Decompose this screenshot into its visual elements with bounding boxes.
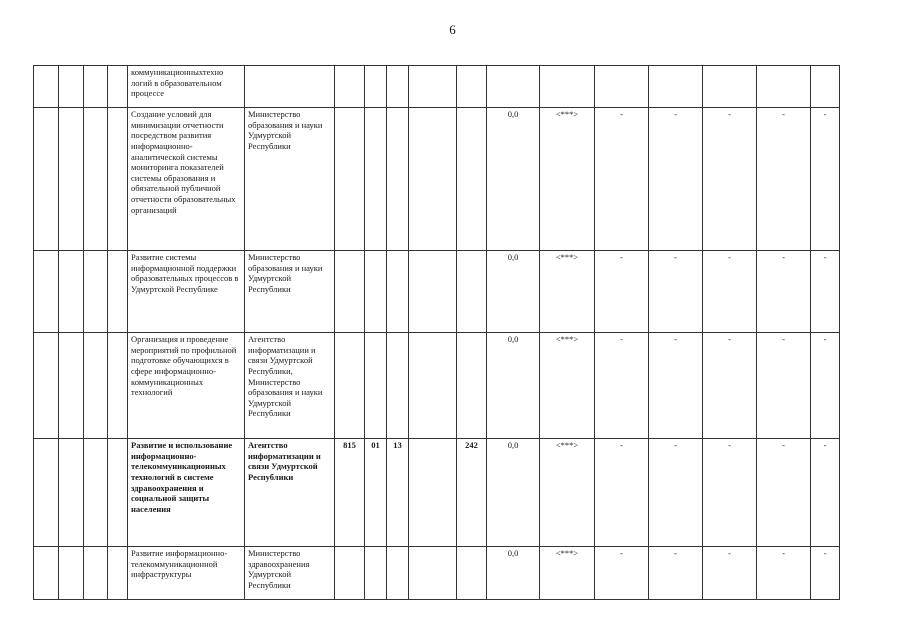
value-cell: <***> (540, 547, 595, 600)
value-cell: - (703, 439, 757, 547)
grbs-cell (335, 333, 365, 439)
code-col-3 (84, 66, 108, 108)
amount-cell: 0,0 (487, 439, 540, 547)
code-col-3 (84, 251, 108, 333)
code-col-2 (59, 439, 84, 547)
value-cell: - (595, 251, 649, 333)
amount-cell: 0,0 (487, 251, 540, 333)
executor-cell: Агентство информатизации и связи Удмуртской Республики, Министерство образования и науки Удмуртской Республики (245, 333, 335, 439)
rz-cell: 01 (365, 439, 387, 547)
value-cell (595, 66, 649, 108)
vr-cell (457, 66, 487, 108)
amount-cell (487, 66, 540, 108)
table-row (34, 108, 840, 251)
code-col-2 (59, 547, 84, 600)
code-col-1 (34, 439, 59, 547)
grbs-cell (335, 251, 365, 333)
value-cell: - (811, 547, 840, 600)
value-cell: - (811, 108, 840, 251)
vr-cell (457, 547, 487, 600)
cs-cell (409, 547, 457, 600)
cs-cell (409, 66, 457, 108)
rz-cell (365, 547, 387, 600)
cs-cell (409, 439, 457, 547)
executor-cell: Министерство здравоохранения Удмуртской Республики (245, 547, 335, 600)
value-cell: - (595, 333, 649, 439)
value-cell (649, 66, 703, 108)
code-col-2 (59, 108, 84, 251)
executor-cell: Министерство образования и науки Удмуртской Республики (245, 108, 335, 251)
value-cell: - (595, 439, 649, 547)
code-col-3 (84, 547, 108, 600)
grbs-cell (335, 547, 365, 600)
code-col-3 (84, 439, 108, 547)
measure-name-cell: Организация и проведение мероприятий по профильной подготовке обучающихся в сфере информационно-коммуникационных технологий (128, 333, 245, 439)
value-cell: - (703, 108, 757, 251)
value-cell: - (757, 108, 811, 251)
value-cell: - (595, 547, 649, 600)
code-col-4 (108, 251, 128, 333)
code-col-3 (84, 333, 108, 439)
code-col-4 (108, 439, 128, 547)
pr-cell (387, 108, 409, 251)
executor-cell (245, 66, 335, 108)
value-cell: <***> (540, 333, 595, 439)
vr-cell: 242 (457, 439, 487, 547)
vr-cell (457, 251, 487, 333)
code-col-3 (84, 108, 108, 251)
rz-cell (365, 108, 387, 251)
vr-cell (457, 333, 487, 439)
code-col-4 (108, 547, 128, 600)
code-col-1 (34, 108, 59, 251)
measure-name-cell: коммуникационныхтехно логий в образовательном процессе (128, 66, 245, 108)
measure-name-cell: Создание условий для минимизации отчетности посредством развития информационно-аналитической системы мониторинга показателей системы образования и обязательной публичной отчетности образовательных организаций (128, 108, 245, 251)
budget-table (33, 65, 840, 600)
grbs-cell (335, 66, 365, 108)
pr-cell (387, 66, 409, 108)
code-col-1 (34, 251, 59, 333)
rz-cell (365, 66, 387, 108)
value-cell (757, 66, 811, 108)
value-cell: - (649, 547, 703, 600)
amount-cell: 0,0 (487, 108, 540, 251)
pr-cell (387, 333, 409, 439)
table-row (34, 66, 840, 108)
code-col-2 (59, 251, 84, 333)
code-col-1 (34, 333, 59, 439)
cs-cell (409, 251, 457, 333)
code-col-1 (34, 66, 59, 108)
value-cell: - (757, 251, 811, 333)
measure-name-cell: Развитие информационно-телекоммуникационной инфраструктуры (128, 547, 245, 600)
table-row (34, 439, 840, 547)
value-cell: - (649, 108, 703, 251)
grbs-cell: 815 (335, 439, 365, 547)
rz-cell (365, 333, 387, 439)
value-cell: - (595, 108, 649, 251)
value-cell: - (703, 333, 757, 439)
table-row (34, 547, 840, 600)
pr-cell (387, 547, 409, 600)
value-cell: - (757, 333, 811, 439)
executor-cell: Министерство образования и науки Удмуртской Республики (245, 251, 335, 333)
value-cell: - (811, 333, 840, 439)
value-cell: - (811, 439, 840, 547)
table-row (34, 333, 840, 439)
code-col-2 (59, 333, 84, 439)
value-cell (811, 66, 840, 108)
page-number: 6 (449, 22, 456, 37)
value-cell: <***> (540, 108, 595, 251)
grbs-cell (335, 108, 365, 251)
value-cell (540, 66, 595, 108)
measure-name-cell: Развитие и использование информационно-телекоммуникационных технологий в системе здравоохранения и социальной защиты населения (128, 439, 245, 547)
code-col-4 (108, 66, 128, 108)
rz-cell (365, 251, 387, 333)
value-cell: - (649, 333, 703, 439)
executor-cell: Агентство информатизации и связи Удмуртской Республики (245, 439, 335, 547)
value-cell: - (757, 439, 811, 547)
code-col-4 (108, 108, 128, 251)
value-cell: - (703, 547, 757, 600)
pr-cell (387, 251, 409, 333)
value-cell: - (811, 251, 840, 333)
value-cell: <***> (540, 439, 595, 547)
code-col-2 (59, 66, 84, 108)
measure-name-cell: Развитие системы информационной поддержки образовательных процессов в Удмуртской Республике (128, 251, 245, 333)
cs-cell (409, 333, 457, 439)
value-cell: - (703, 251, 757, 333)
cs-cell (409, 108, 457, 251)
table-row (34, 251, 840, 333)
value-cell: - (757, 547, 811, 600)
amount-cell: 0,0 (487, 547, 540, 600)
code-col-4 (108, 333, 128, 439)
value-cell (703, 66, 757, 108)
code-col-1 (34, 547, 59, 600)
vr-cell (457, 108, 487, 251)
amount-cell: 0,0 (487, 333, 540, 439)
value-cell: - (649, 251, 703, 333)
value-cell: <***> (540, 251, 595, 333)
pr-cell: 13 (387, 439, 409, 547)
value-cell: - (649, 439, 703, 547)
